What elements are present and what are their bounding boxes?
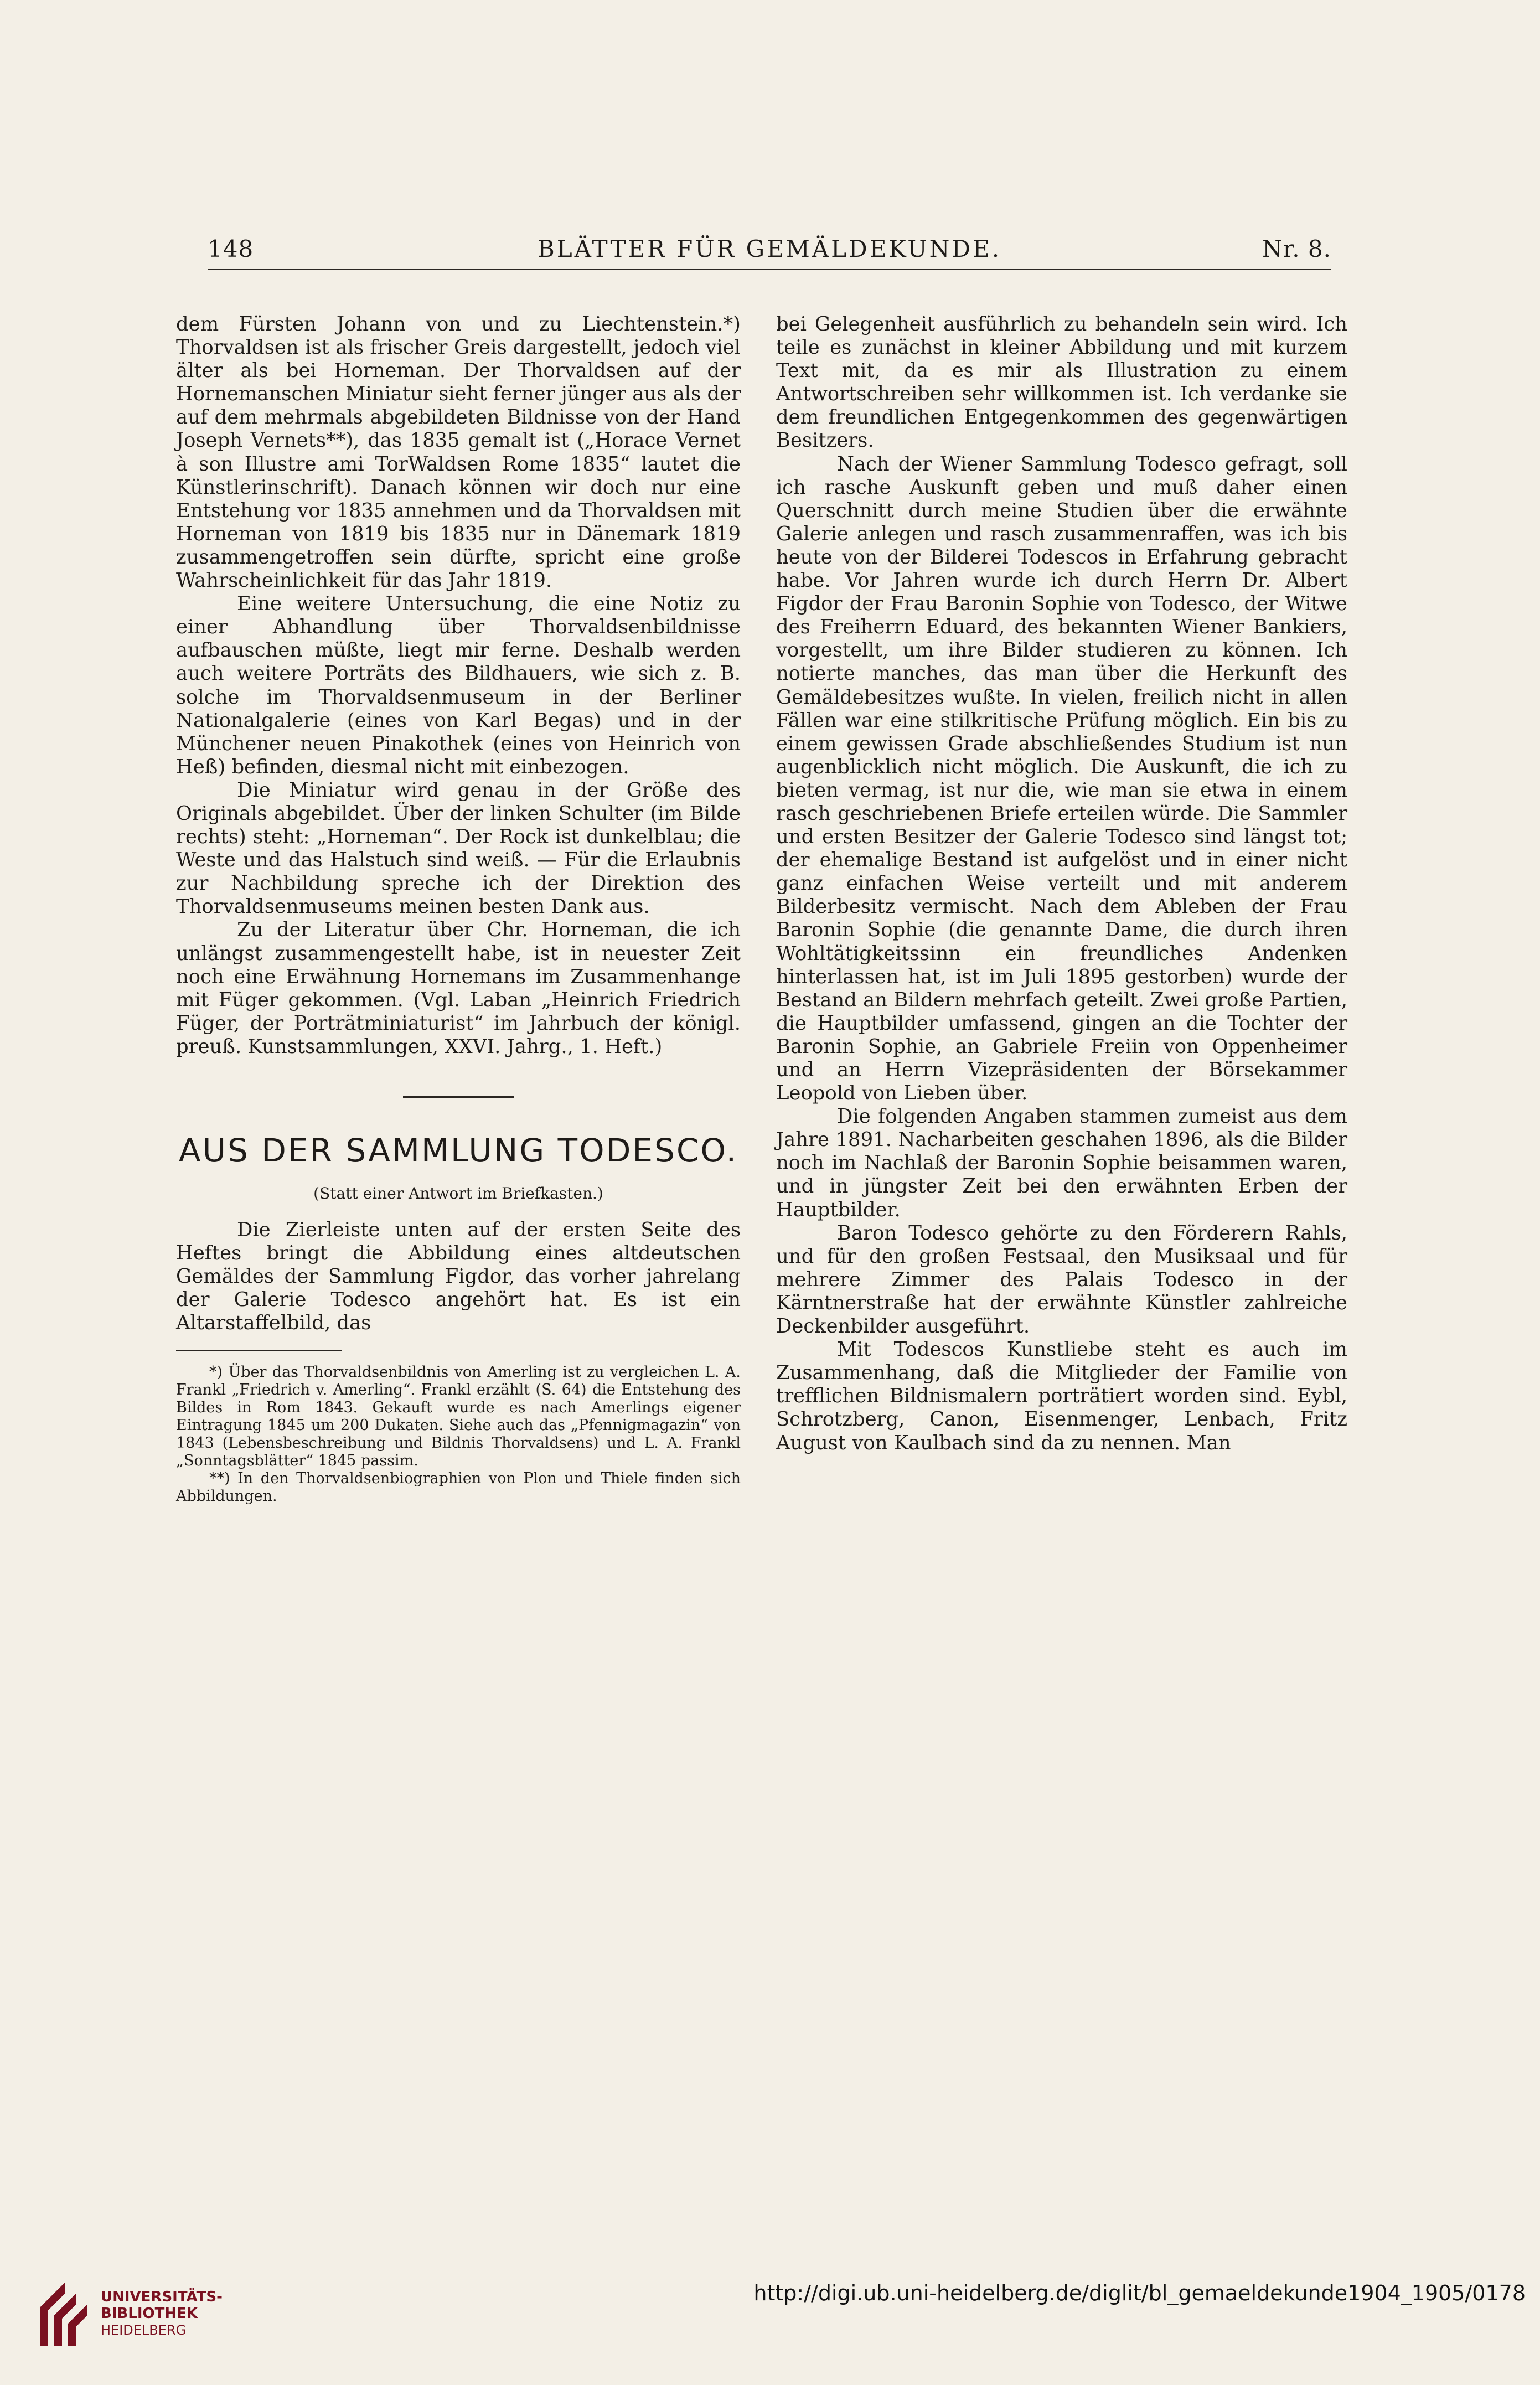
section-divider [403, 1096, 514, 1098]
body-paragraph: Die folgenden Angaben stammen zumeist aus dem Jahre 1891. Nacharbeiten geschahen 1896, als die Bilder noch im Nachlaß der Baronin Sophie beisammen waren, und in jüngster Zeit bei den erwähnten Erben der Hauptbilder. [776, 1105, 1347, 1221]
body-paragraph: Mit Todescos Kunstliebe steht es auch im Zusammenhang, daß die Mitglieder der Familie von trefflichen Bildnismalern porträtiert worden sind. Eybl, Schrotzberg, Canon, Eisenmenger, Lenbach, Fritz August von Kaulbach sind da zu nennen. Man [776, 1338, 1347, 1454]
running-header [208, 230, 1331, 270]
right-column [776, 313, 1347, 1455]
section-title: AUS DER SAMMLUNG TODESCO. [178, 1132, 738, 1169]
library-logo [34, 2274, 344, 2352]
footnote-divider [176, 1350, 342, 1351]
footnote: *) Über das Thorvaldsenbildnis von Amerling ist zu vergleichen L. A. Frankl „Friedrich v. Amerling“. Frankl erzählt (S. 64) die Entstehung des Bildes in Rom 1843. Gekauft wurde es nach Amerlings eigener Eintragung 1845 um 200 Dukaten. Siehe auch das „Pfennigmagazin“ von 1843 (Lebensbeschreibung und Bildnis Thorvaldsens) und L. A. Frankl „Sonntagsblätter“ 1845 passim. [176, 1364, 741, 1470]
footnotes [176, 1364, 741, 1505]
library-name: UNIVERSITÄTS- BIBLIOTHEK HEIDELBERG [101, 2289, 223, 2338]
body-paragraph: Die Miniatur wird genau in der Größe des Originals abgebildet. Über der linken Schulter (im Bilde rechts) steht: „Horneman“. Der Rock ist dunkelblau; die Weste und das Halstuch sind weiß. — Für die Erlaubnis zur Nachbildung spreche ich der Direktion des Thorvaldsenmuseums meinen besten Dank aus. [176, 778, 741, 918]
body-paragraph: bei Gelegenheit ausführlich zu behandeln sein wird. Ich teile es zunächst in kleiner Abbildung und mit kurzem Text mit, da es mir als Illustration zu einem Antwortschreiben sehr willkommen ist. Ich verdanke sie dem freundlichen Entgegenkommen des gegenwärtigen Besitzers. [776, 313, 1347, 452]
body-paragraph: Eine weitere Untersuchung, die eine Notiz zu einer Abhandlung über Thorvaldsenbildnisse aufbauschen müßte, liegt mir ferne. Deshalb werden auch weitere Porträts des Bildhauers, wie sich z. B. solche im Thorvaldsenmuseum in der Berliner Nationalgalerie (eines von Karl Begas) und in der Münchener neuen Pinakothek (eines von Heinrich von Heß) befinden, diesmal nicht mit einbezogen. [176, 592, 741, 778]
body-paragraph: Baron Todesco gehörte zu den Förderern Rahls, und für den großen Festsaal, den Musiksaal und für mehrere Zimmer des Palais Todesco in der Kärntnerstraße hat der erwähnte Künstler zahlreiche Deckenbilder ausgeführt. [776, 1221, 1347, 1338]
source-url[interactable]: http://digi.ub.uni-heidelberg.de/diglit/bl_gemaeldekunde1904_1905/0178 [753, 2281, 1526, 2305]
footnote: **) In den Thorvaldsenbiographien von Plon und Thiele finden sich Abbildungen. [176, 1470, 741, 1505]
section-subtitle: (Statt einer Antwort im Briefkasten.) [313, 1184, 603, 1202]
library-emblem-icon [34, 2274, 90, 2352]
body-paragraph: Die Zierleiste unten auf der ersten Seite des Heftes bringt die Abbildung eines altdeutschen Gemäldes der Sammlung Figdor, das vorher jahrelang der Galerie Todesco angehört hat. Es ist ein Altarstaffelbild, das [176, 1219, 741, 1335]
body-paragraph: Nach der Wiener Sammlung Todesco gefragt, soll ich rasche Auskunft geben und muß daher einen Querschnitt durch meine Studien über die erwähnte Galerie anlegen und rasch zusammenraffen, was ich bis heute von der Bilderei Todescos in Erfahrung gebracht habe. Vor Jahren wurde ich durch Herrn Dr. Albert Figdor der Frau Baronin Sophie von Todesco, der Witwe des Freiherrn Eduard, des bekannten Wiener Bankiers, vorgestellt, um ihre Bilder studieren zu können. Ich notierte manches, das man über die Herkunft des Gemäldebesitzes wußte. In vielen, freilich nicht in allen Fällen war eine stilkritische Prüfung möglich. Ein bis zu einem gewissen Grade abschließendes Studium ist nun augenblicklich nicht möglich. Die Auskunft, die ich zu bieten vermag, ist nur die, wie man sie etwa in einem rasch geschriebenen Briefe erteilen würde. Die Sammler und ersten Besitzer der Galerie Todesco sind längst tot; der ehemalige Bestand ist aufgelöst und in einer nicht ganz einfachen Weise verteilt und mit anderem Bilderbesitz vermischt. Nach dem Ableben der Frau Baronin Sophie (die genannte Dame, die durch ihren Wohltätigkeitssinn ein freundliches Andenken hinterlassen hat, ist im Juli 1895 gestorben) wurde der Bestand an Bildern mehrfach geteilt. Zwei große Partien, die Hauptbilder umfassend, gingen an die Tochter der Baronin Sophie, an Gabriele Freiin von Oppenheimer und an Herrn Vizepräsidenten der Börsekammer Leopold von Lieben über. [776, 452, 1347, 1105]
body-paragraph: dem Fürsten Johann von und zu Liechtenstein.*) Thorvaldsen ist als frischer Greis dargestellt, jedoch viel älter als bei Horneman. Der Thorvaldsen auf der Hornemanschen Miniatur sieht ferner jünger aus als der auf dem mehrmals abgebildeten Bildnisse von der Hand Joseph Vernets**), das 1835 gemalt ist („Horace Vernet à son Illustre ami TorWaldsen Rome 1835“ lautet die Künstlerinschrift). Danach können wir doch nur eine Entstehung vor 1835 annehmen und da Thorvaldsen mit Horneman von 1819 bis 1835 nur in Dänemark 1819 zusammengetroffen sein dürfte, spricht eine große Wahrscheinlichkeit für das Jahr 1819. [176, 313, 741, 592]
body-paragraph: Zu der Literatur über Chr. Horneman, die ich unlängst zusammengestellt habe, ist in neuester Zeit noch eine Erwähnung Hornemans im Zusammenhange mit Füger gekommen. (Vgl. Laban „Heinrich Friedrich Füger, der Porträtminiaturist“ im Jahrbuch der königl. preuß. Kunstsammlungen, XXVI. Jahrg., 1. Heft.) [176, 918, 741, 1058]
issue-number: Nr. 8. [1262, 235, 1331, 262]
journal-title: BLÄTTER FÜR GEMÄLDEKUNDE. [537, 235, 1002, 262]
left-column [176, 313, 741, 1505]
page-number: 148 [208, 235, 254, 262]
